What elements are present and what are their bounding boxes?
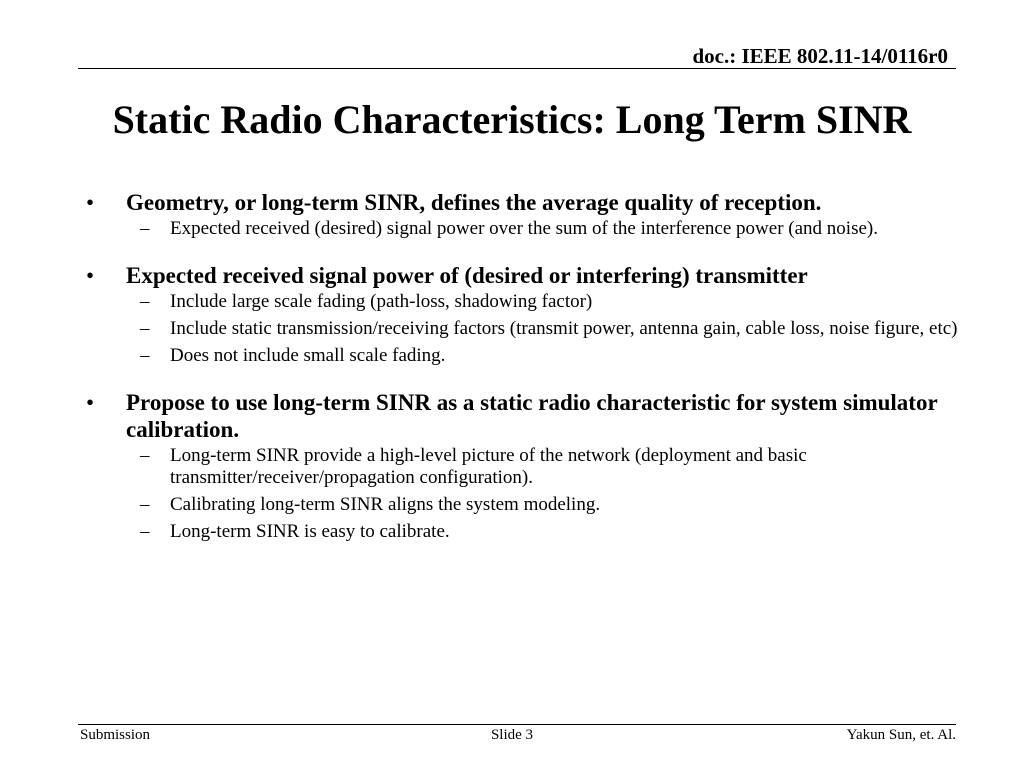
- footer-slide-number: Slide 3: [490, 727, 534, 743]
- bullet-icon: •: [86, 263, 95, 288]
- slide-title: Static Radio Characteristics: Long Term SINR: [112, 97, 912, 142]
- sub-item: [86, 494, 966, 516]
- sub-list: [86, 218, 966, 240]
- dash-icon: –: [140, 445, 150, 466]
- header-divider: [78, 68, 956, 69]
- dash-icon: –: [140, 521, 150, 542]
- sub-item: [86, 218, 966, 240]
- bullet-icon: •: [86, 190, 95, 215]
- sub-list: [86, 445, 966, 543]
- dash-icon: –: [140, 291, 150, 312]
- dash-icon: –: [140, 345, 150, 366]
- dash-icon: –: [140, 218, 150, 239]
- sub-item: [86, 345, 966, 367]
- sub-item: [86, 521, 966, 543]
- sub-item-text: Long-term SINR is easy to calibrate.: [170, 521, 450, 542]
- footer-divider: [78, 724, 956, 725]
- bullet-group-geometry: [86, 189, 966, 240]
- bullet-icon: •: [86, 390, 95, 415]
- bullet-item: [86, 389, 966, 443]
- slide-content: [86, 189, 966, 565]
- sub-item-text: Calibrating long-term SINR aligns the system modeling.: [170, 494, 601, 515]
- bullet-group-proposal: [86, 389, 966, 543]
- sub-item-text: Include large scale fading (path-loss, shadowing factor): [170, 291, 593, 312]
- sub-item-text: Long-term SINR provide a high-level picture of the network (deployment and basic transmitter/receiver/propagation configuration).: [170, 445, 807, 488]
- bullet-text: Geometry, or long-term SINR, defines the average quality of reception.: [126, 190, 822, 215]
- bullet-item: [86, 189, 966, 216]
- bullet-group-signal-power: [86, 262, 966, 367]
- sub-item: [86, 445, 966, 489]
- sub-item-text: Does not include small scale fading.: [170, 345, 446, 366]
- bullet-item: [86, 262, 966, 289]
- sub-item: [86, 291, 966, 313]
- sub-item-text: Expected received (desired) signal power over the sum of the interference power (and noise).: [170, 218, 878, 239]
- bullet-text: Expected received signal power of (desired or interfering) transmitter: [126, 263, 808, 288]
- dash-icon: –: [140, 318, 150, 339]
- sub-item: [86, 318, 966, 340]
- doc-id: doc.: IEEE 802.11-14/0116r0: [692, 44, 948, 68]
- footer-submission: Submission: [80, 727, 151, 743]
- bullet-text: Propose to use long-term SINR as a static radio characteristic for system simulator calibration.: [126, 390, 938, 442]
- sub-list: [86, 291, 966, 367]
- dash-icon: –: [140, 494, 150, 515]
- footer-author: Yakun Sun, et. Al.: [846, 727, 956, 743]
- sub-item-text: Include static transmission/receiving factors (transmit power, antenna gain, cable loss, noise figure, etc): [170, 318, 958, 339]
